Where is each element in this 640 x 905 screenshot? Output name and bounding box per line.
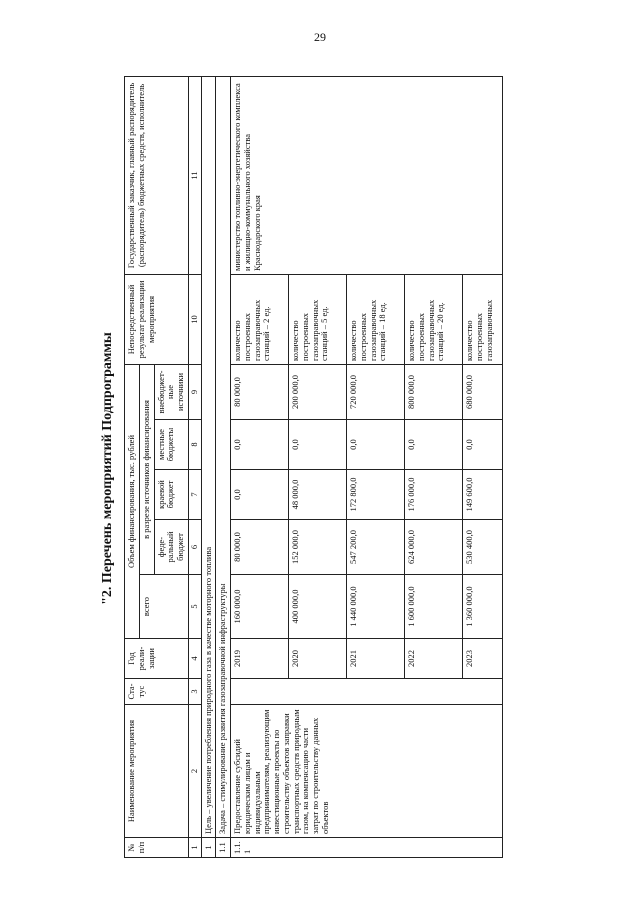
result-cell: количество построенных газозаправочных bbox=[463, 274, 503, 364]
offbudget-cell: 200 000,0 bbox=[289, 364, 347, 419]
federal-cell: 80 000,0 bbox=[231, 520, 289, 575]
local-cell: 0,0 bbox=[289, 420, 347, 470]
header-local: местные бюджеты bbox=[154, 420, 188, 470]
offbudget-cell: 680 000,0 bbox=[463, 364, 503, 419]
header-funding: Объем финансирования, тыс. рублей bbox=[125, 364, 140, 638]
col-num: 11 bbox=[188, 76, 201, 274]
total-cell: 160 000,0 bbox=[231, 575, 289, 639]
header-row-1 bbox=[125, 76, 140, 857]
page-number: 29 bbox=[314, 30, 326, 44]
col-num: 3 bbox=[188, 679, 201, 705]
local-cell: 0,0 bbox=[463, 420, 503, 470]
task-text: Задача – стимулирование развития газозаправочной инфраструктуры bbox=[216, 76, 231, 837]
header-year: Год реали-зации bbox=[125, 639, 189, 679]
result-cell: количество построенных газозаправочных станций – 18 ед. bbox=[347, 274, 405, 364]
measures-table bbox=[124, 76, 503, 858]
col-num: 2 bbox=[188, 705, 201, 838]
col-num: 1 bbox=[188, 838, 201, 858]
col-num: 10 bbox=[188, 274, 201, 364]
header-no: № п/п bbox=[125, 838, 189, 858]
offbudget-cell: 800 000,0 bbox=[405, 364, 463, 419]
customer-cell: министерство топливно-энергетического комплекса и жилищно-коммунального хозяйства Краснодарского края bbox=[231, 76, 503, 274]
offbudget-cell: 720 000,0 bbox=[347, 364, 405, 419]
measure-number: 1.1.1 bbox=[231, 838, 503, 858]
col-num: 8 bbox=[188, 420, 201, 470]
year-cell: 2022 bbox=[405, 639, 463, 679]
total-cell: 1 360 000,0 bbox=[463, 575, 503, 639]
goal-row bbox=[201, 76, 216, 857]
table-row bbox=[231, 76, 289, 857]
task-row bbox=[216, 76, 231, 857]
result-cell: количество построенных газозаправочных станций – 5 ед. bbox=[289, 274, 347, 364]
total-cell: 400 000,0 bbox=[289, 575, 347, 639]
header-total: всего bbox=[139, 575, 188, 639]
regional-cell: 172 800,0 bbox=[347, 470, 405, 520]
col-num: 7 bbox=[188, 470, 201, 520]
header-status: Ста-тус bbox=[125, 679, 189, 705]
goal-text: Цель – увеличение потребления природного газа в качестве моторного топлива bbox=[201, 76, 216, 837]
header-federal: феде-ральный бюджет bbox=[154, 520, 188, 575]
header-name: Наименование мероприятия bbox=[125, 705, 189, 838]
header-result: Непосредственный результат реализации мероприятия bbox=[125, 274, 189, 364]
measure-name: Предоставление субсидий юридическим лицам и индивидуальным предпринимателям, реализующим инвестиционные проекты по строительству объектов заправки транспортных средств природным газом, на компенсацию части затрат по строительству данных объектов bbox=[231, 705, 503, 838]
col-num: 6 bbox=[188, 520, 201, 575]
regional-cell: 0,0 bbox=[231, 470, 289, 520]
year-cell: 2019 bbox=[231, 639, 289, 679]
federal-cell: 624 000,0 bbox=[405, 520, 463, 575]
total-cell: 1 600 000,0 bbox=[405, 575, 463, 639]
year-cell: 2023 bbox=[463, 639, 503, 679]
header-customer: Государственный заказчик, главный распорядитель (распорядитель) бюджетных средств, исполнитель bbox=[125, 76, 189, 274]
section-title: "2. Перечень мероприятий Подпрограммы bbox=[100, 332, 115, 605]
result-cell: количество построенных газозаправочных станций – 2 ед. bbox=[231, 274, 289, 364]
year-cell: 2021 bbox=[347, 639, 405, 679]
total-cell: 1 440 000,0 bbox=[347, 575, 405, 639]
header-regional: краевой бюджет bbox=[154, 470, 188, 520]
offbudget-cell: 80 000,0 bbox=[231, 364, 289, 419]
goal-number: 1 bbox=[201, 838, 216, 858]
federal-cell: 547 200,0 bbox=[347, 520, 405, 575]
year-cell: 2020 bbox=[289, 639, 347, 679]
regional-cell: 176 000,0 bbox=[405, 470, 463, 520]
header-offbudget: внебюджет-ные источники bbox=[154, 364, 188, 419]
rotated-page-content bbox=[100, 71, 620, 866]
task-number: 1.1 bbox=[216, 838, 231, 858]
local-cell: 0,0 bbox=[231, 420, 289, 470]
federal-cell: 530 400,0 bbox=[463, 520, 503, 575]
header-by-sources: в разрезе источников финансирования bbox=[139, 364, 154, 574]
regional-cell: 149 600,0 bbox=[463, 470, 503, 520]
local-cell: 0,0 bbox=[405, 420, 463, 470]
column-numbers-row bbox=[188, 76, 201, 857]
result-cell: количество построенных газозаправочных станций – 20 ед. bbox=[405, 274, 463, 364]
federal-cell: 152 000,0 bbox=[289, 520, 347, 575]
measure-status bbox=[231, 679, 503, 705]
local-cell: 0,0 bbox=[347, 420, 405, 470]
col-num: 4 bbox=[188, 639, 201, 679]
col-num: 5 bbox=[188, 575, 201, 639]
regional-cell: 48 000,0 bbox=[289, 470, 347, 520]
col-num: 9 bbox=[188, 364, 201, 419]
